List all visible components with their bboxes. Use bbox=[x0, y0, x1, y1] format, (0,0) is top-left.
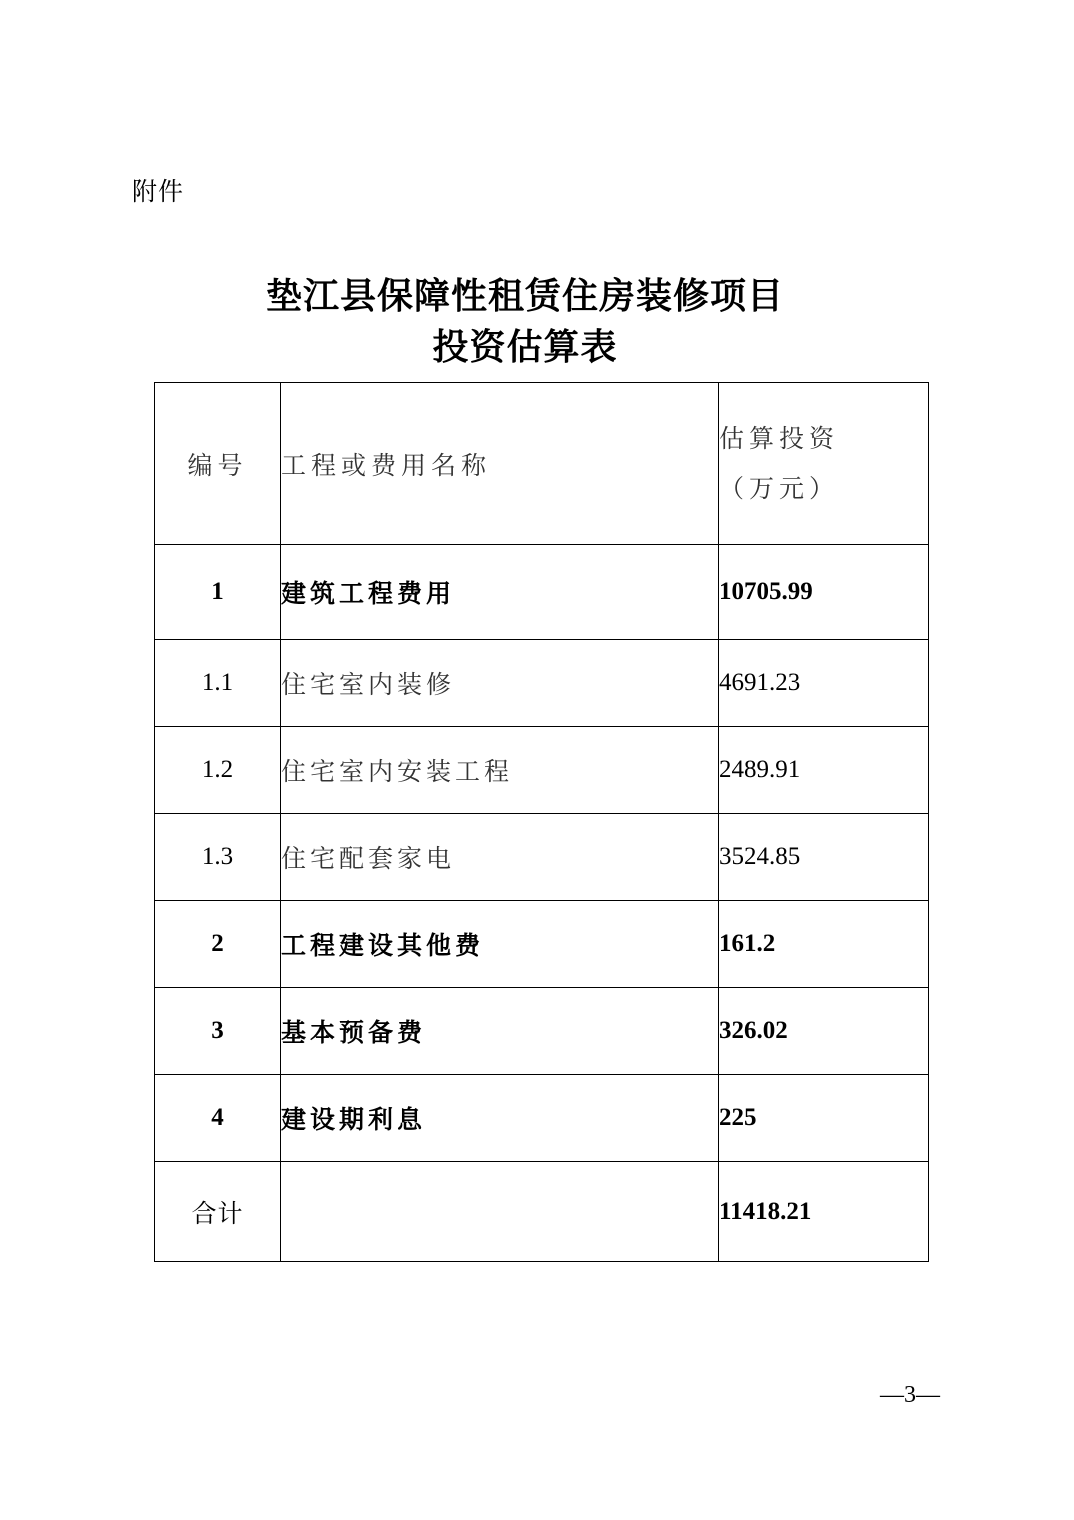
row-name: 住宅室内安装工程 bbox=[281, 727, 719, 814]
row-name: 工程建设其他费 bbox=[281, 901, 719, 988]
table-row bbox=[155, 1075, 929, 1162]
row-value: 10705.99 bbox=[719, 545, 929, 640]
row-number: 2 bbox=[155, 901, 281, 988]
row-name: 住宅配套家电 bbox=[281, 814, 719, 901]
page-title-line1: 垫江县保障性租赁住房装修项目 bbox=[265, 275, 784, 317]
row-number: 1.2 bbox=[155, 727, 281, 814]
row-number: 1.3 bbox=[155, 814, 281, 901]
table-row bbox=[155, 545, 929, 640]
total-label: 合计 bbox=[155, 1162, 281, 1262]
total-name bbox=[281, 1162, 719, 1262]
total-value: 11418.21 bbox=[719, 1162, 929, 1262]
table-total-row bbox=[155, 1162, 929, 1262]
row-value: 2489.91 bbox=[719, 727, 929, 814]
row-number: 1 bbox=[155, 545, 281, 640]
row-name: 基本预备费 bbox=[281, 988, 719, 1075]
row-value: 326.02 bbox=[719, 988, 929, 1075]
header-investment-line2: （万元） bbox=[719, 473, 840, 503]
table-row bbox=[155, 988, 929, 1075]
header-investment-line1: 估算投资 bbox=[719, 423, 840, 453]
page-title-line2: 投资估算表 bbox=[432, 326, 618, 368]
table-row bbox=[155, 727, 929, 814]
investment-estimate-table bbox=[154, 382, 929, 1262]
row-value: 161.2 bbox=[719, 901, 929, 988]
header-name: 工程或费用名称 bbox=[281, 383, 719, 545]
header-investment bbox=[719, 383, 929, 545]
row-name: 建筑工程费用 bbox=[281, 545, 719, 640]
page-number: —3— bbox=[880, 1382, 940, 1408]
header-number: 编号 bbox=[155, 383, 281, 545]
table-row bbox=[155, 814, 929, 901]
row-name: 住宅室内装修 bbox=[281, 640, 719, 727]
row-name: 建设期利息 bbox=[281, 1075, 719, 1162]
row-number: 4 bbox=[155, 1075, 281, 1162]
row-number: 1.1 bbox=[155, 640, 281, 727]
table-row bbox=[155, 640, 929, 727]
row-number: 3 bbox=[155, 988, 281, 1075]
table-header-row bbox=[155, 383, 929, 545]
row-value: 3524.85 bbox=[719, 814, 929, 901]
row-value: 4691.23 bbox=[719, 640, 929, 727]
table-row bbox=[155, 901, 929, 988]
row-value: 225 bbox=[719, 1075, 929, 1162]
attachment-label: 附件 bbox=[132, 177, 185, 206]
